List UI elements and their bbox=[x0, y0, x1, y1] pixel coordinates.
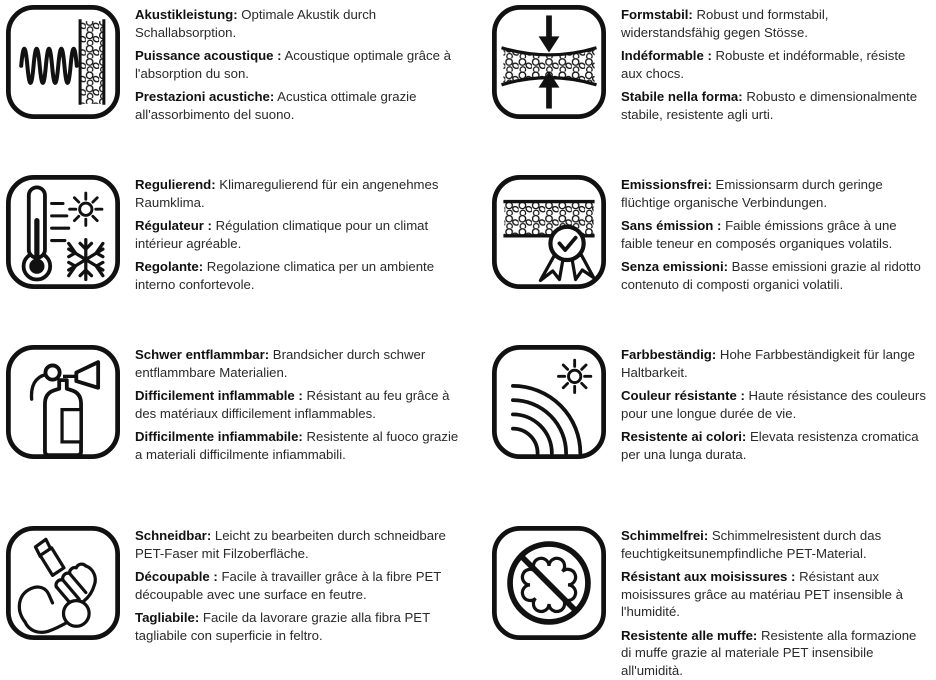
feature-text-it: Regolazione climatica per un ambiente interno confortevole. bbox=[135, 259, 435, 292]
feature-acoustic-performance bbox=[0, 0, 468, 170]
feature-paragraph-de bbox=[621, 176, 928, 211]
sound-absorption-icon bbox=[6, 5, 120, 119]
feature-color-fastness bbox=[468, 340, 936, 510]
feature-paragraph-it bbox=[621, 428, 928, 463]
feature-paragraph-fr bbox=[135, 568, 460, 603]
feature-texts bbox=[621, 527, 936, 680]
feature-label-fr: Régulateur : bbox=[135, 218, 212, 233]
feature-text-it: Facile da lavorare grazie alla fibra PET tagliabile con superficie in feltro. bbox=[135, 610, 430, 643]
feature-climate-regulation bbox=[0, 170, 468, 340]
feature-text-it: Resistente alla formazione di muffe grazie al materiale PET insensibile all'umidità. bbox=[621, 627, 917, 678]
feature-paragraph-de bbox=[135, 346, 460, 381]
feature-label-de: Regulierend: bbox=[135, 177, 216, 192]
feature-paragraph-it bbox=[135, 609, 460, 644]
feature-label-it: Tagliabile: bbox=[135, 610, 200, 625]
feature-label-it: Senza emissioni: bbox=[621, 259, 729, 274]
feature-text-fr: Facile à travailler grâce à la fibre PET découpable avec une surface en feutre. bbox=[135, 569, 442, 602]
feature-paragraph-it bbox=[621, 627, 928, 680]
feature-paragraph-fr bbox=[621, 217, 928, 252]
feature-label-it: Stabile nella forma: bbox=[621, 89, 743, 104]
feature-label-de: Emissionsfrei: bbox=[621, 177, 712, 192]
feature-label-it: Difficilmente infiammabile: bbox=[135, 429, 303, 444]
feature-text-de: Leicht zu bearbeiten durch schneidbare PET-Faser mit Filzoberfläche. bbox=[135, 528, 446, 561]
feature-paragraph-it bbox=[621, 88, 928, 123]
feature-cuttability bbox=[0, 510, 468, 680]
feature-label-de: Schneidbar: bbox=[135, 528, 212, 543]
feature-texts bbox=[621, 346, 936, 469]
feature-flame-retardant bbox=[0, 340, 468, 510]
feature-label-it: Resistente alle muffe: bbox=[621, 627, 758, 643]
feature-label-it: Regolante: bbox=[135, 259, 204, 274]
feature-text-de: Optimale Akustik durch Schallabsorption. bbox=[135, 7, 377, 40]
feature-label-it: Prestazioni acustiche: bbox=[135, 89, 275, 104]
feature-text-de: Brandsicher durch schwer entflammbare Materialien. bbox=[135, 347, 426, 380]
feature-texts bbox=[621, 6, 936, 129]
feature-text-it: Basse emissioni grazie al ridotto contenuto di composti organici volatili. bbox=[621, 259, 921, 292]
feature-paragraph-it bbox=[135, 258, 460, 293]
feature-paragraph-fr bbox=[135, 47, 460, 82]
feature-label-de: Schimmelfrei: bbox=[621, 528, 709, 543]
feature-paragraph-de bbox=[621, 6, 928, 41]
feature-paragraph-de bbox=[621, 527, 928, 562]
feature-paragraph-de bbox=[135, 6, 460, 41]
feature-text-fr: Régulation climatique pour un climat intérieur agréable. bbox=[135, 218, 429, 251]
certified-material-icon bbox=[492, 175, 606, 289]
feature-label-fr: Couleur résistante : bbox=[621, 388, 745, 403]
feature-paragraph-de bbox=[135, 176, 460, 211]
feature-text-de: Robust und formstabil, widerstandsfähig gegen Stösse. bbox=[621, 7, 829, 40]
feature-label-fr: Difficilement inflammable : bbox=[135, 388, 303, 403]
feature-text-it: Elevata resistenza cromatica per una lunga durata. bbox=[621, 429, 919, 462]
feature-texts bbox=[621, 176, 936, 299]
feature-text-it: Robusto e dimensionalmente stabile, resistente agli urti. bbox=[621, 89, 918, 122]
feature-label-fr: Sans émission : bbox=[621, 218, 722, 233]
feature-paragraph-fr bbox=[135, 387, 460, 422]
feature-paragraph-it bbox=[621, 258, 928, 293]
rainbow-sun-icon bbox=[492, 345, 606, 459]
feature-paragraph-de bbox=[621, 346, 928, 381]
feature-text-de: Hohe Farbbeständigkeit für lange Haltbarkeit. bbox=[621, 347, 915, 380]
feature-paragraph-de bbox=[135, 527, 460, 562]
feature-label-it: Resistente ai colori: bbox=[621, 429, 747, 444]
feature-label-fr: Indéformable : bbox=[621, 48, 712, 63]
feature-text-fr: Acoustique optimale grâce à l'absorption du son. bbox=[135, 48, 451, 81]
feature-low-emission bbox=[468, 170, 936, 340]
feature-text-de: Klimaregulierend für ein angenehmes Raumklima. bbox=[135, 177, 439, 210]
feature-shape-stability bbox=[468, 0, 936, 170]
feature-text-fr: Résistant au feu grâce à des matériaux difficilement inflammables. bbox=[135, 388, 450, 421]
feature-label-de: Schwer entflammbar: bbox=[135, 347, 270, 362]
feature-paragraph-fr bbox=[135, 217, 460, 252]
feature-text-fr: Résistant aux moisissures grâce au matériau PET insensible à l'humidité. bbox=[621, 569, 903, 619]
compression-arrows-icon bbox=[492, 5, 606, 119]
feature-text-fr: Haute résistance des couleurs pour une longue durée de vie. bbox=[621, 388, 926, 421]
feature-paragraph-it bbox=[135, 428, 460, 463]
fire-extinguisher-icon bbox=[6, 345, 120, 459]
feature-texts bbox=[135, 176, 468, 299]
feature-paragraph-it bbox=[135, 88, 460, 123]
feature-label-de: Akustikleistung: bbox=[135, 7, 238, 22]
feature-label-fr: Résistant aux moisissures : bbox=[621, 569, 796, 584]
feature-label-de: Farbbeständig: bbox=[621, 347, 717, 362]
hand-cutter-icon bbox=[6, 526, 120, 640]
feature-label-fr: Découpable : bbox=[135, 569, 218, 584]
feature-text-de: Emissionsarm durch geringe flüchtige organische Verbindungen. bbox=[621, 177, 883, 210]
feature-text-de: Schimmelresistent durch das feuchtigkeitsunempfindliche PET-Material. bbox=[621, 528, 882, 561]
feature-texts bbox=[135, 346, 468, 469]
no-mold-icon bbox=[492, 526, 606, 640]
feature-text-fr: Faible émissions grâce à une faible teneur en composés organiques volatils. bbox=[621, 218, 897, 251]
feature-text-fr: Robuste et indéformable, résiste aux chocs. bbox=[621, 48, 906, 81]
feature-text-it: Resistente al fuoco grazie a materiali difficilmente infiammabili. bbox=[135, 429, 459, 462]
thermometer-sun-snowflake-icon bbox=[6, 175, 120, 289]
feature-paragraph-fr bbox=[621, 47, 928, 82]
feature-label-de: Formstabil: bbox=[621, 7, 693, 22]
feature-paragraph-fr bbox=[621, 568, 928, 621]
feature-texts bbox=[135, 527, 468, 650]
feature-mold-resistance bbox=[468, 510, 936, 680]
feature-label-fr: Puissance acoustique : bbox=[135, 48, 282, 63]
feature-paragraph-fr bbox=[621, 387, 928, 422]
feature-text-it: Acustica ottimale grazie all'assorbimento del suono. bbox=[135, 89, 417, 122]
feature-texts bbox=[135, 6, 468, 129]
